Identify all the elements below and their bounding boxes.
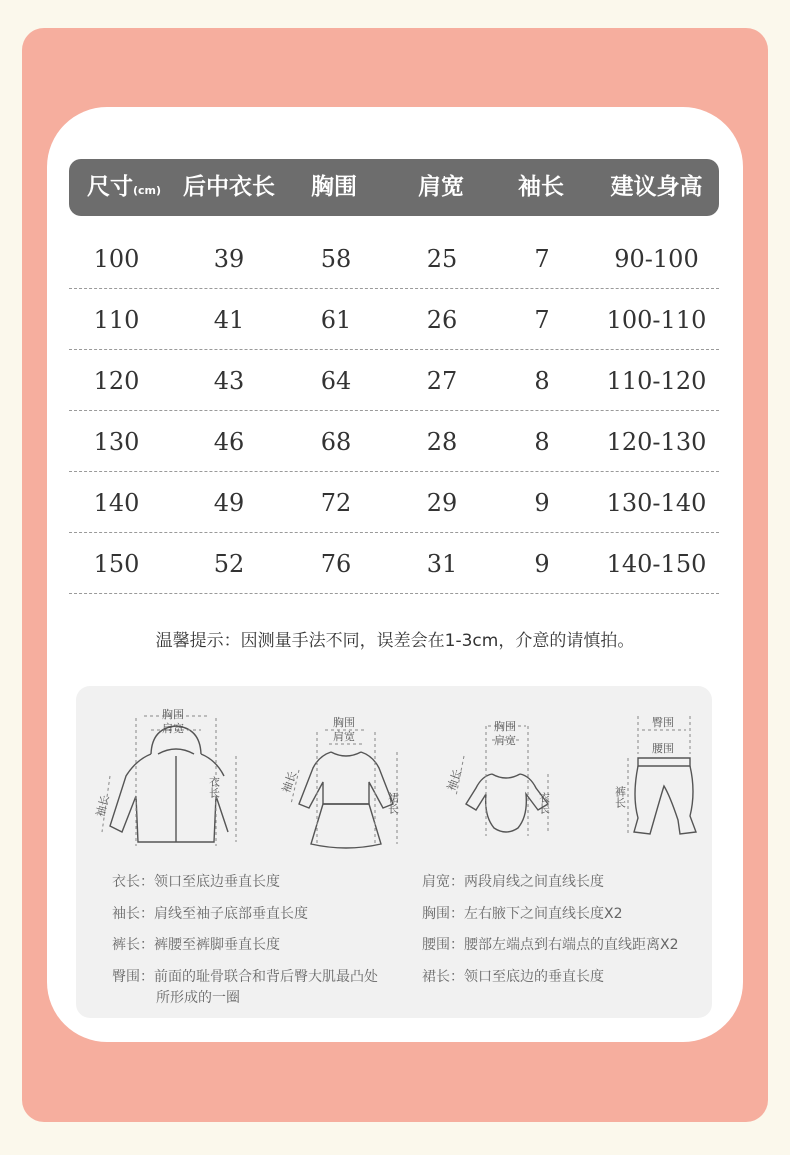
header-chest: 胸围 bbox=[311, 174, 357, 200]
row-divider bbox=[69, 593, 719, 594]
header-sleeve: 袖长 bbox=[518, 174, 564, 200]
cell-shoulder: 28 bbox=[426, 428, 458, 456]
table-header bbox=[69, 159, 719, 216]
table-row bbox=[69, 229, 719, 289]
dress-chest-label: 胸围 bbox=[333, 716, 355, 729]
measurement-guide bbox=[76, 686, 712, 1018]
romper-illustration bbox=[444, 696, 578, 856]
cell-height: 120-130 bbox=[606, 428, 707, 456]
row-divider bbox=[69, 532, 719, 533]
dress-skirt-label: 裙长 bbox=[386, 792, 400, 814]
row-divider bbox=[69, 349, 719, 350]
jacket-illustration bbox=[93, 696, 226, 856]
cell-height: 100-110 bbox=[606, 306, 707, 334]
romper-chest-label: 胸围 bbox=[494, 720, 516, 733]
cell-height: 140-150 bbox=[606, 550, 707, 578]
measurement-tip: 温馨提示：因测量手法不同，误差会在1-3cm，介意的请慎拍。 bbox=[155, 631, 635, 651]
note-shoulder: 肩宽：两段肩线之间直线长度 bbox=[422, 874, 604, 890]
pants-hip-label: 臀围 bbox=[652, 716, 674, 729]
header-height: 建议身高 bbox=[610, 174, 703, 200]
note-sleeve: 袖长：肩线至袖子底部垂直长度 bbox=[112, 906, 308, 922]
cell-shoulder: 26 bbox=[426, 306, 458, 334]
note-skirt: 裙长：领口至底边的垂直长度 bbox=[422, 969, 604, 985]
cell-back-length: 52 bbox=[213, 550, 245, 578]
dress-illustration bbox=[281, 696, 411, 856]
cell-chest: 76 bbox=[320, 550, 352, 578]
jacket-sleeve-label: 袖长 bbox=[93, 793, 113, 819]
note-pants-length: 裤长：裤腰至裤脚垂直长度 bbox=[112, 937, 280, 953]
row-divider bbox=[69, 288, 719, 289]
cell-sleeve: 7 bbox=[534, 306, 550, 334]
romper-length-label: 衣长 bbox=[537, 792, 551, 814]
cell-chest: 61 bbox=[320, 306, 352, 334]
cell-chest: 72 bbox=[320, 489, 352, 517]
row-divider bbox=[69, 410, 719, 411]
cell-back-length: 39 bbox=[213, 245, 245, 273]
jacket-length-label: 衣长 bbox=[207, 776, 221, 798]
cell-sleeve: 9 bbox=[534, 489, 550, 517]
cell-height: 130-140 bbox=[606, 489, 707, 517]
table-row bbox=[69, 534, 719, 594]
dress-sleeve-label: 袖长 bbox=[279, 769, 300, 795]
header-back-length: 后中衣长 bbox=[183, 174, 275, 200]
table-row bbox=[69, 351, 719, 411]
cell-shoulder: 31 bbox=[426, 550, 458, 578]
cell-size: 140 bbox=[93, 489, 140, 517]
cell-height: 90-100 bbox=[614, 245, 699, 273]
cell-sleeve: 8 bbox=[534, 367, 550, 395]
pants-waist-label: 腰围 bbox=[652, 742, 674, 755]
cell-shoulder: 27 bbox=[426, 367, 458, 395]
cell-chest: 68 bbox=[320, 428, 352, 456]
cell-shoulder: 29 bbox=[426, 489, 458, 517]
cell-back-length: 49 bbox=[213, 489, 245, 517]
pants-length-label: 裤长 bbox=[613, 786, 627, 808]
cell-sleeve: 8 bbox=[534, 428, 550, 456]
cell-size: 130 bbox=[93, 428, 140, 456]
row-divider bbox=[69, 471, 719, 472]
note-waist: 腰围：腰部左端点到右端点的直线距离X2 bbox=[422, 937, 679, 953]
note-hip: 臀围：前面的耻骨联合和背后臀大肌最凸处 bbox=[112, 969, 378, 985]
cell-size: 150 bbox=[93, 550, 140, 578]
header-size: 尺寸(cm) bbox=[86, 174, 162, 200]
cell-sleeve: 9 bbox=[534, 550, 550, 578]
note-chest: 胸围：左右腋下之间直线长度X2 bbox=[422, 906, 623, 922]
table-row bbox=[69, 290, 719, 350]
table-row bbox=[69, 412, 719, 472]
cell-back-length: 41 bbox=[213, 306, 245, 334]
cell-height: 110-120 bbox=[606, 367, 707, 395]
cell-size: 120 bbox=[93, 367, 140, 395]
cell-size: 110 bbox=[93, 306, 140, 334]
pants-illustration bbox=[592, 696, 712, 856]
cell-back-length: 46 bbox=[213, 428, 245, 456]
jacket-chest-label: 胸围 bbox=[162, 708, 184, 721]
note-hip-continued: 所形成的一圈 bbox=[156, 990, 240, 1006]
romper-shoulder-label: 肩宽 bbox=[494, 734, 516, 747]
dress-shoulder-label: 肩宽 bbox=[333, 730, 355, 743]
cell-back-length: 43 bbox=[213, 367, 245, 395]
header-shoulder: 肩宽 bbox=[418, 174, 464, 200]
cell-sleeve: 7 bbox=[534, 245, 550, 273]
cell-chest: 64 bbox=[320, 367, 352, 395]
jacket-shoulder-label: 肩宽 bbox=[162, 722, 184, 735]
table-row bbox=[69, 473, 719, 533]
romper-sleeve-label: 袖长 bbox=[444, 767, 465, 793]
cell-shoulder: 25 bbox=[426, 245, 458, 273]
note-length: 衣长：领口至底边垂直长度 bbox=[112, 874, 280, 890]
cell-size: 100 bbox=[93, 245, 140, 273]
cell-chest: 58 bbox=[320, 245, 352, 273]
